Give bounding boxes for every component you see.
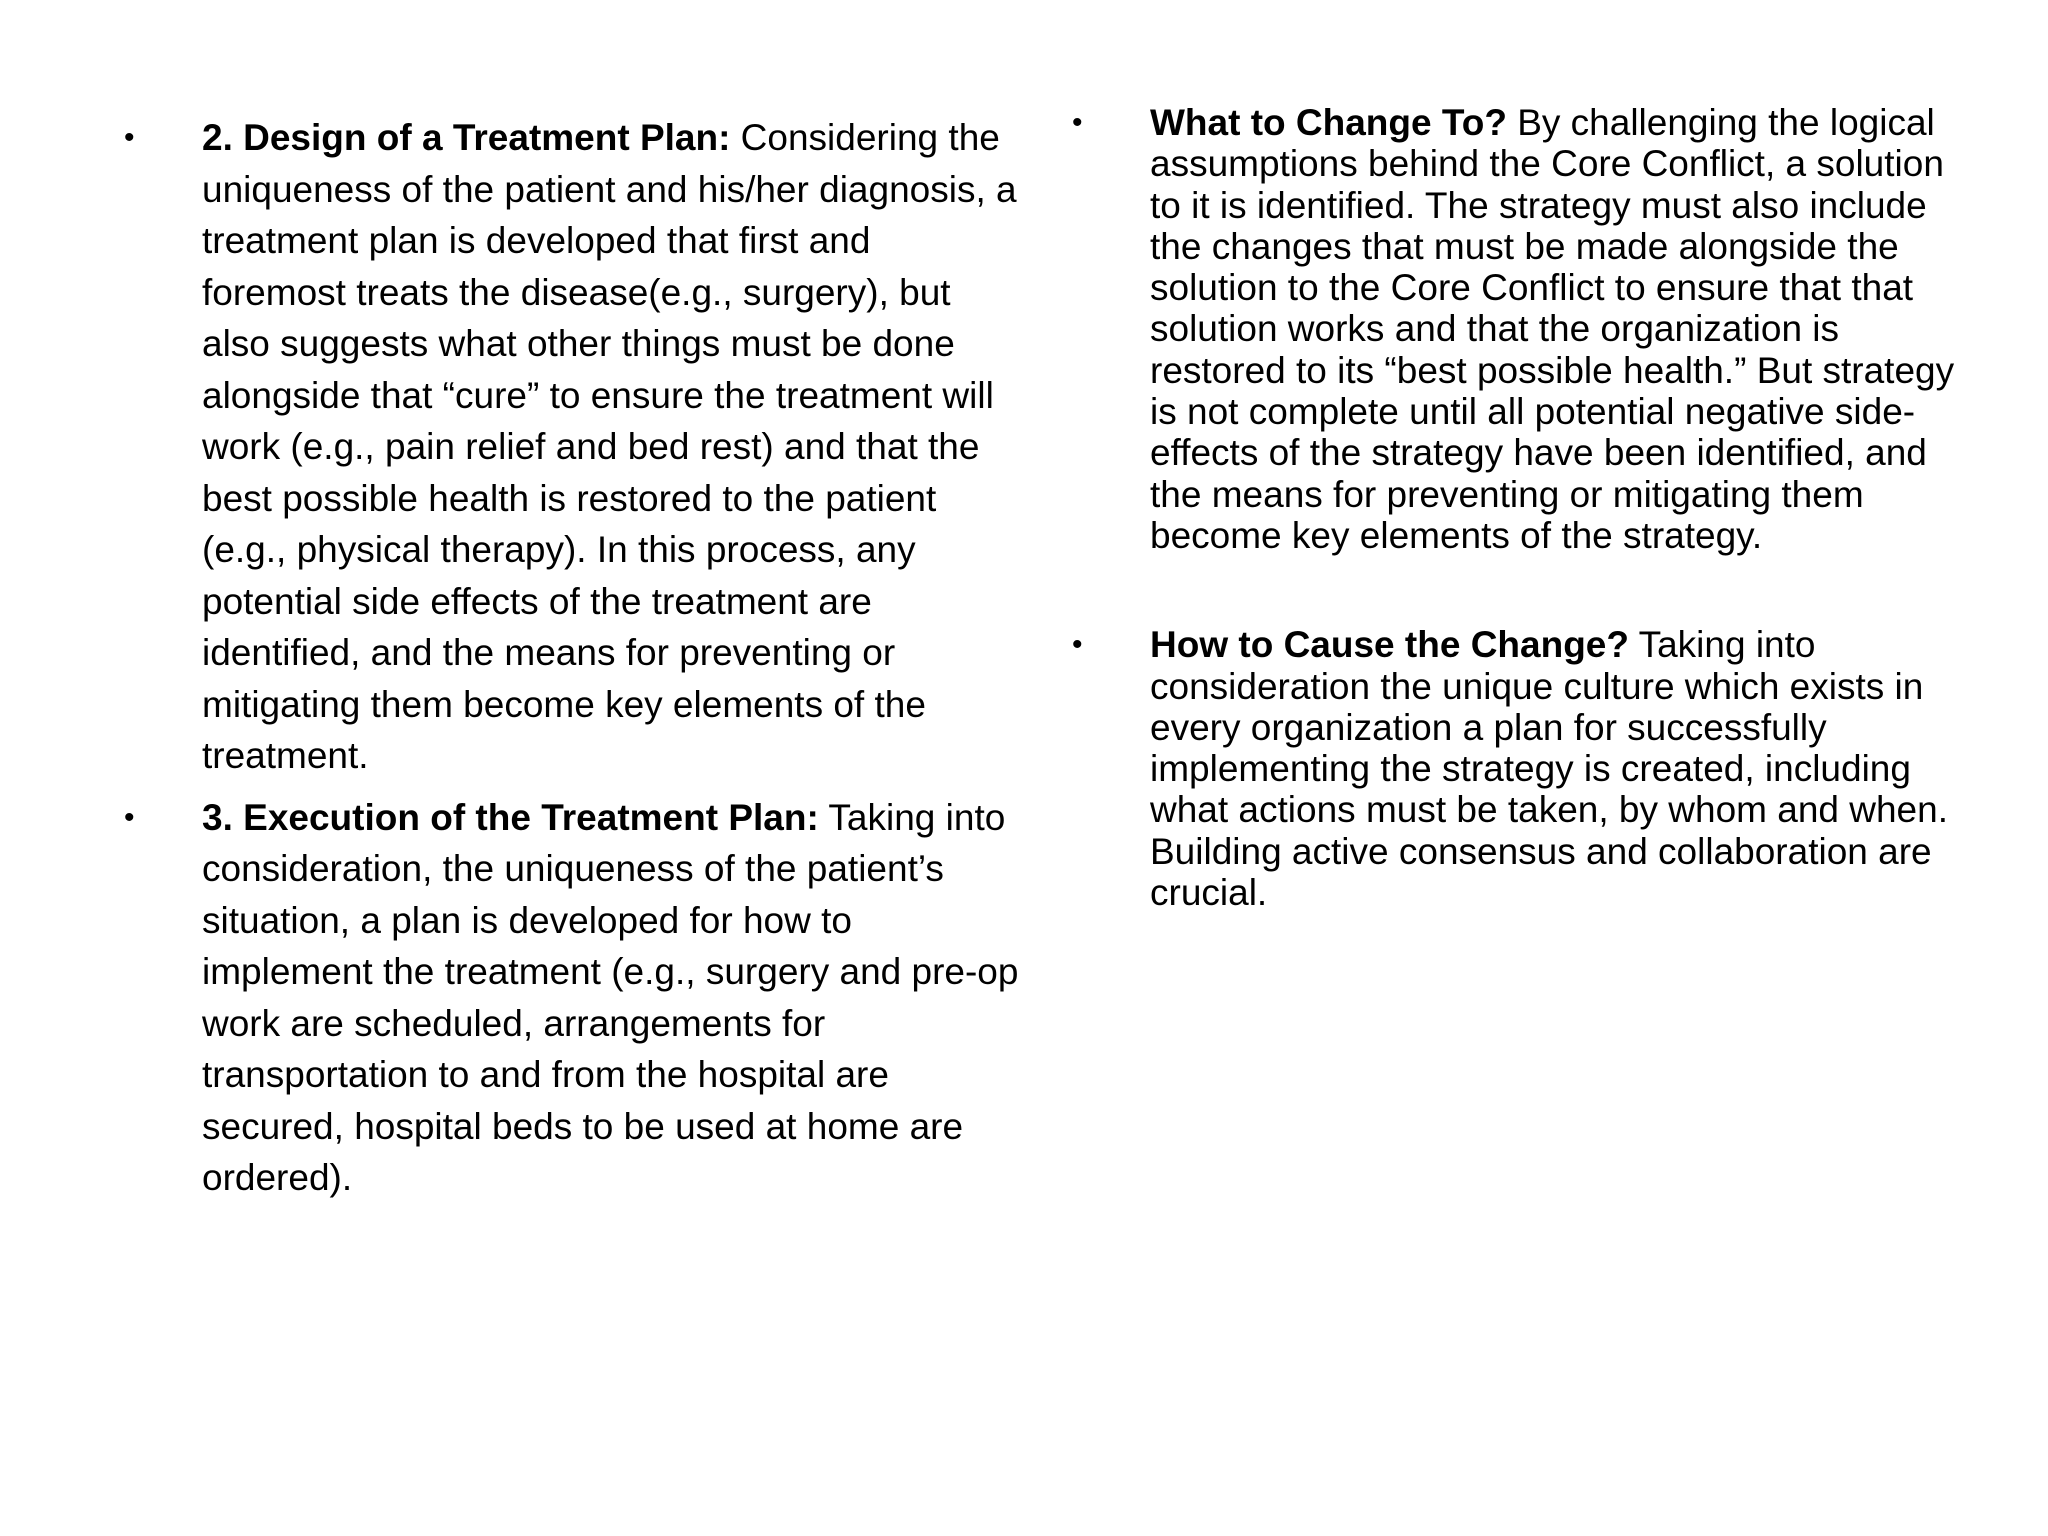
bullet-body: Taking into consideration the unique culture which exists in every organization a plan for successfully implementing the strategy is created, including what actions must be taken, by whom and when. Building active consensus and collaboration are crucial.	[1150, 624, 1948, 914]
left-bullet-list	[120, 112, 1020, 1204]
bullet-heading: 2. Design of a Treatment Plan:	[202, 117, 731, 158]
bullet-heading: 3. Execution of the Treatment Plan:	[202, 796, 819, 838]
bullet-design-treatment-plan	[120, 112, 1020, 782]
bullet-what-to-change-to	[1068, 102, 1968, 556]
bullet-dot-icon: •	[1072, 628, 1083, 662]
right-bullet-list	[1068, 102, 1968, 913]
bullet-heading: How to Cause the Change?	[1150, 624, 1629, 666]
bullet-dot-icon: •	[124, 800, 135, 834]
left-column	[120, 112, 1020, 1214]
bullet-body: Taking into consideration, the uniqueness of the patient’s situation, a plan is developed for how to implement the treatment (e.g., surgery and pre-op work are scheduled, arrangements for transportation to and from the hospital are secured, hospital beds to be used at home are ordered).	[202, 796, 1019, 1198]
bullet-how-to-cause-the-change	[1068, 624, 1968, 913]
bullet-execution-treatment-plan	[120, 792, 1020, 1204]
bullet-body: By challenging the logical assumptions behind the Core Conflict, a solution to it is identified. The strategy must also include the changes that must be made alongside the solution to the Core Conflict to ensure that that solution works and that the organization is restored to its “best possible health.” But strategy is not complete until all potential negative side-effects of the strategy have been identified, and the means for preventing or mitigating them become key elements of the strategy.	[1150, 102, 1955, 556]
bullet-dot-icon: •	[1072, 106, 1083, 139]
bullet-dot-icon: •	[124, 121, 135, 154]
bullet-body: Considering the uniqueness of the patient and his/her diagnosis, a treatment plan is developed that first and foremost treats the disease(e.g., surgery), but also suggests what other things must be done alongside that “cure” to ensure the treatment will work (e.g., pain relief and bed rest) and that the best possible health is restored to the patient (e.g., physical therapy). In this process, any potential side effects of the treatment are identified, and the means for preventing or mitigating them become key elements of the treatment.	[202, 117, 1017, 776]
bullet-heading: What to Change To?	[1150, 102, 1507, 143]
right-column	[1068, 102, 1968, 913]
